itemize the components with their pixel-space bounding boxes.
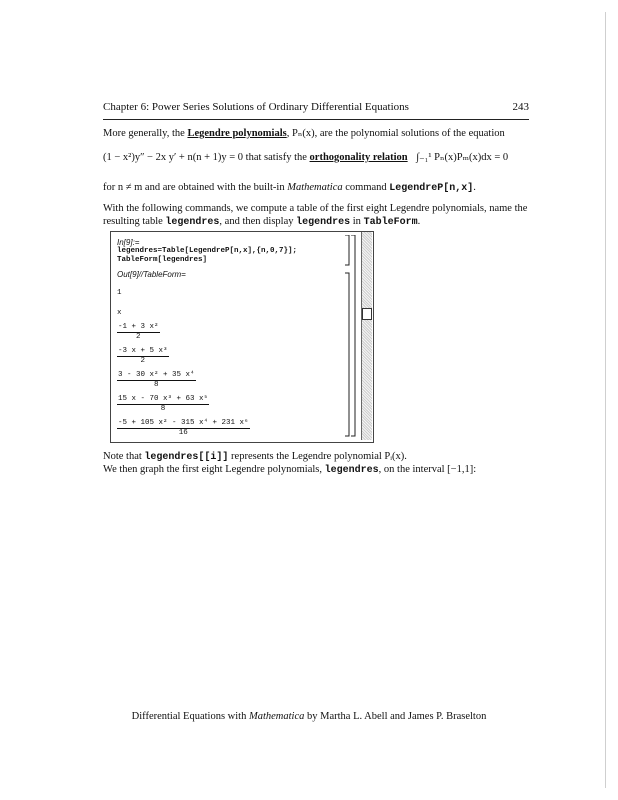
fraction-denominator: 8 xyxy=(160,405,166,413)
legendres-var: legendres xyxy=(165,217,220,228)
paragraph-intro: More generally, the Legendre polynomials, Pₙ(x), are the polynomial solutions of the equation xyxy=(103,128,505,139)
fraction-numerator: 15 x - 70 x³ + 63 x⁵ xyxy=(118,395,209,403)
output-label: Out[9]//TableForm= xyxy=(117,270,186,279)
tableform-var: TableForm xyxy=(363,217,418,228)
fraction-denominator: 16 xyxy=(178,429,188,437)
code-line-1[interactable]: legendres=Table[LegendreP[n,x],{n,0,7}]; xyxy=(117,247,298,255)
legendres-var: legendres xyxy=(324,465,379,476)
output-row xyxy=(117,321,349,343)
notebook-scrollbar[interactable] xyxy=(361,232,372,440)
fraction-denominator: 2 xyxy=(140,357,146,365)
output-value: x xyxy=(117,309,122,317)
legendres-var: legendres xyxy=(296,217,351,228)
output-table xyxy=(117,281,349,443)
input-label: In[9]:= xyxy=(117,238,140,247)
output-row xyxy=(117,441,349,443)
page-edge-line xyxy=(605,12,606,788)
fraction-numerator: -5 + 105 x² - 315 x⁴ + 231 x⁶ xyxy=(118,419,249,427)
scrollbar-thumb[interactable] xyxy=(362,308,372,320)
cell-brackets[interactable] xyxy=(343,235,357,438)
output-row xyxy=(117,345,349,367)
legendrep-command: LegendreP[n,x] xyxy=(389,183,474,194)
legendre-polynomials-link[interactable]: Legendre polynomials xyxy=(187,128,287,139)
output-row xyxy=(117,417,349,439)
output-row xyxy=(117,369,349,391)
ode-text: (1 − x²)y″ − 2x y′ + n(n + 1)y = 0 that satisfy the xyxy=(103,152,310,163)
paragraph-compute-line2: resulting table legendres, and then display legendres in TableForm. xyxy=(103,216,421,228)
mathematica-name: Mathematica xyxy=(287,182,343,193)
paragraph-graph: We then graph the first eight Legendre polynomials, legendres, on the interval [−1,1]: xyxy=(103,464,477,476)
output-row xyxy=(117,393,349,415)
mathematica-notebook[interactable] xyxy=(110,231,374,443)
page-number: 243 xyxy=(512,101,529,113)
paragraph-note: Note that legendres[[i]] represents the Legendre polynomial Pᵢ(x). xyxy=(103,451,407,463)
output-row xyxy=(117,301,349,319)
code-line-2[interactable]: TableForm[legendres] xyxy=(117,256,208,264)
paragraph-legendrep: for n ≠ m and are obtained with the built-in Mathematica command LegendreP[n,x]. xyxy=(103,182,476,194)
fraction-denominator: 8 xyxy=(154,381,159,389)
fraction-numerator: -3 x + 5 x³ xyxy=(118,347,168,355)
paragraph-compute-line1: With the following commands, we compute a table of the first eight Legendre polynomials, name the xyxy=(103,203,528,214)
fraction-numerator: -1 + 3 x² xyxy=(118,323,159,331)
output-row xyxy=(117,281,349,299)
orthogonality-integral: ∫₋₁¹ Pₙ(x)Pₘ(x)dx = 0 xyxy=(416,152,509,163)
chapter-title: Chapter 6: Power Series Solutions of Ordinary Differential Equations xyxy=(103,101,409,113)
legendres-index-var: legendres[[i]] xyxy=(144,452,229,463)
orthogonality-relation-link[interactable]: orthogonality relation xyxy=(309,152,408,163)
header-rule xyxy=(103,119,529,120)
fraction-denominator: 2 xyxy=(136,333,141,341)
fraction-numerator: 3 - 30 x² + 35 x⁴ xyxy=(118,371,195,379)
mathematica-name: Mathematica xyxy=(248,711,305,722)
output-value: 1 xyxy=(117,289,122,297)
page-footer: Differential Equations with Mathematica by Martha L. Abell and James P. Braselton xyxy=(131,711,487,722)
equation-line xyxy=(103,151,508,165)
